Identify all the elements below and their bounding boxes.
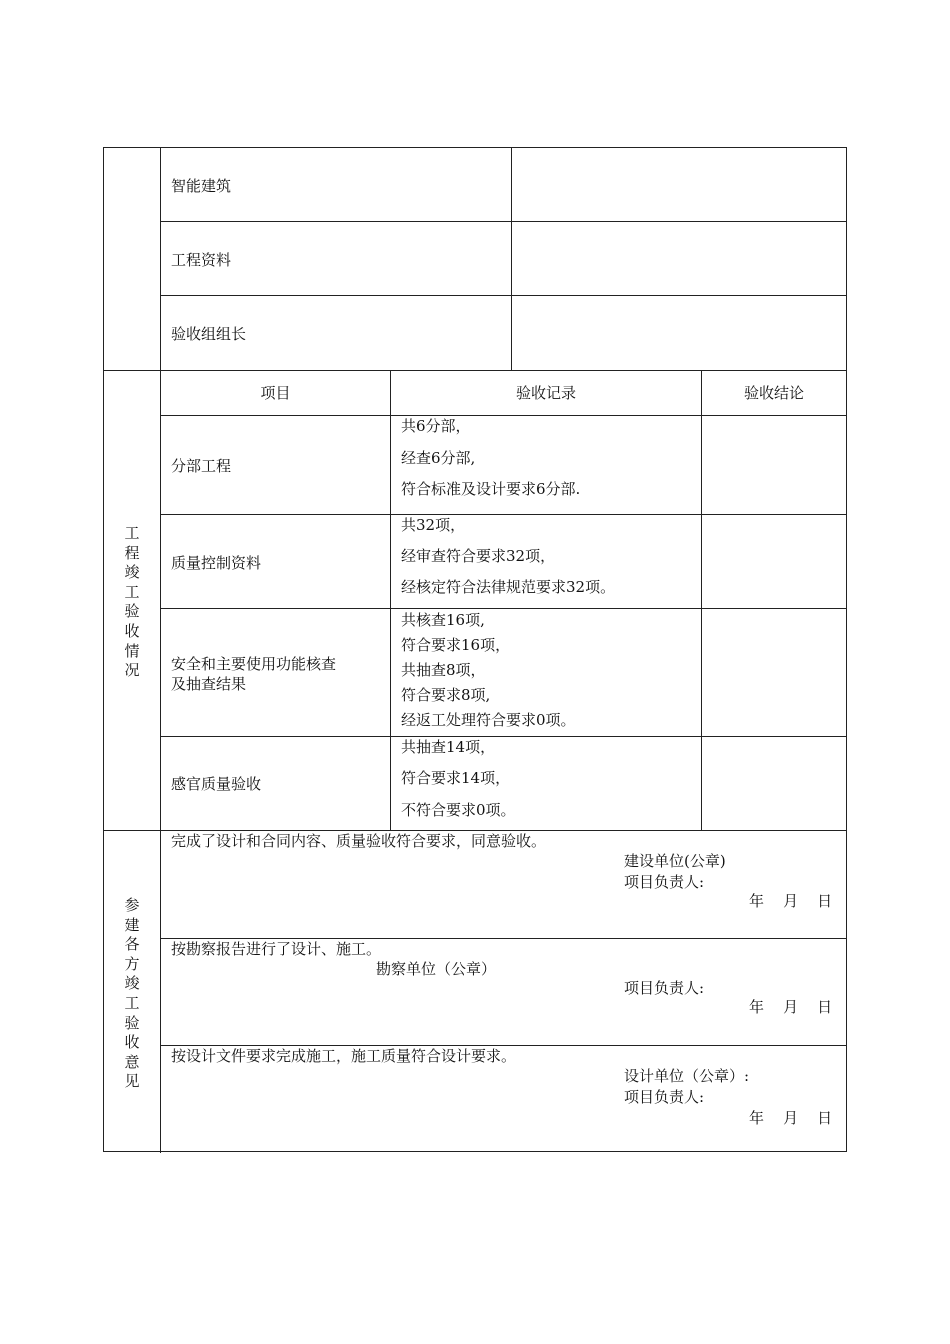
opinion-person-survey: 项目负责人:: [624, 979, 705, 997]
side-label-char: 收: [124, 621, 140, 640]
top-row-label-intelligent-building: 智能建筑: [171, 177, 232, 195]
side-label-char: 竣: [124, 974, 140, 993]
row-record-line: 符合要求14项，: [401, 769, 511, 787]
conclusion-column-divider: [701, 370, 702, 830]
row-record-line: 共抽查8项，: [401, 661, 486, 679]
row-record-line: 共抽查14项，: [401, 738, 496, 756]
row-record-line: 经查6分部,: [401, 449, 476, 467]
opinion-unit-survey: 勘察单位（公章）: [376, 960, 497, 978]
header-item: 项目: [260, 384, 291, 402]
opinion-unit-design: 设计单位（公章）:: [624, 1067, 750, 1085]
side-label-char: 方: [124, 954, 140, 973]
section-divider-1: [104, 370, 846, 371]
side-label-char: 况: [124, 661, 140, 680]
top-row-divider-1: [160, 221, 846, 222]
row-record-line: 经核定符合法律规范要求32项。: [401, 578, 616, 596]
side-label-char: 工: [124, 993, 140, 1012]
completion-row-divider-3: [160, 736, 846, 737]
side-label-char: 工: [124, 582, 140, 601]
opinion-date-design: 年 月 日: [749, 1109, 833, 1127]
row-record-line: 共32项，: [401, 516, 466, 534]
opinion-person-construction: 项目负责人:: [624, 873, 705, 891]
opinion-text-design: 按设计文件要求完成施工，施工质量符合设计要求。: [171, 1047, 517, 1065]
row-record-line: 经审查符合要求32项，: [401, 547, 556, 565]
opinion-unit-construction: 建设单位(公章): [624, 852, 726, 870]
row-item-sub-projects: 分部工程: [171, 457, 232, 475]
opinion-date-survey: 年 月 日: [749, 998, 833, 1016]
side-label-char: 工: [124, 524, 140, 542]
side-label-char: 程: [124, 543, 140, 562]
opinion-section-side-label: [122, 896, 142, 1092]
row-item-safety-function-check-line: 安全和主要使用功能核查: [171, 655, 337, 673]
side-label-char: 参: [124, 896, 140, 914]
completion-row-divider-1: [160, 514, 846, 515]
header-row-divider: [160, 415, 846, 416]
completion-row-divider-2: [160, 608, 846, 609]
opinion-text-construction: 完成了设计和合同内容、质量验收符合要求，同意验收。: [171, 832, 547, 850]
side-label-char: 各: [124, 935, 140, 954]
side-label-char: 意: [124, 1052, 140, 1071]
header-conclusion: 验收结论: [743, 384, 804, 402]
side-label-char: 见: [124, 1072, 140, 1091]
top-row-divider-2: [160, 295, 846, 296]
opinion-date-construction: 年 月 日: [749, 892, 833, 910]
row-item-quality-control-documents: 质量控制资料: [171, 554, 262, 572]
side-label-char: 情: [124, 641, 140, 660]
left-column-divider: [160, 148, 161, 1153]
row-item-safety-function-check-line: 及抽查结果: [171, 675, 247, 693]
completion-section-side-label: [122, 524, 142, 681]
header-record: 验收记录: [515, 384, 576, 402]
top-value-divider: [511, 148, 512, 370]
row-item-visual-quality-acceptance: 感官质量验收: [171, 775, 262, 793]
row-record-line: 不符合要求0项。: [401, 801, 516, 819]
side-label-char: 验: [124, 602, 140, 621]
row-record-line: 符合要求8项,: [401, 686, 491, 704]
row-record-line: 共核查16项,: [401, 611, 485, 629]
opinion-text-survey: 按勘察报告进行了设计、施工。: [171, 940, 382, 958]
top-row-label-team-leader: 验收组组长: [171, 325, 247, 343]
row-record-line: 经返工处理符合要求0项。: [401, 711, 576, 729]
row-record-line: 共6分部，: [401, 417, 471, 435]
side-label-char: 验: [124, 1013, 140, 1032]
record-column-divider: [390, 370, 391, 830]
opinion-person-design: 项目负责人:: [624, 1088, 705, 1106]
acceptance-form: [103, 147, 847, 1152]
side-label-char: 收: [124, 1033, 140, 1052]
side-label-char: 竣: [124, 563, 140, 582]
top-row-label-engineering-documents: 工程资料: [171, 251, 232, 269]
side-label-char: 建: [124, 915, 140, 934]
row-record-line: 符合要求16项，: [401, 636, 511, 654]
row-record-line: 符合标准及设计要求6分部.: [401, 480, 581, 498]
